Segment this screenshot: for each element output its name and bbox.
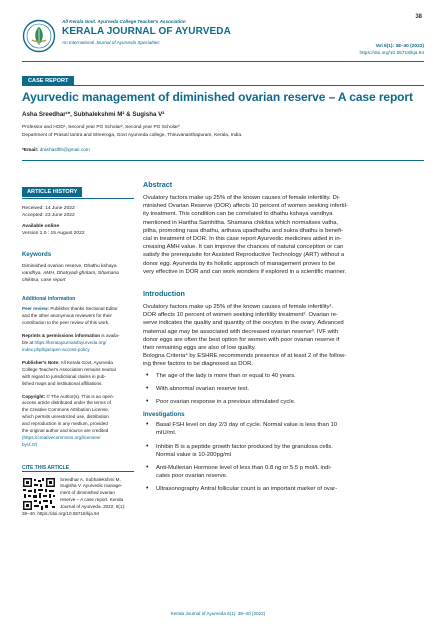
copyright-line-5: and reproduction in any medium, provided <box>22 421 108 427</box>
cite-line-3: ment of diminished ovarian <box>60 490 115 496</box>
available-online-version: Version 1.0 : 15 August 2022 <box>22 231 85 237</box>
article-type-tag: CASE REPORT <box>22 76 74 86</box>
journal-name: KERALA JOURNAL OF AYURVEDA <box>62 26 231 37</box>
investigation-item <box>143 464 424 480</box>
article-history-divider <box>22 198 134 199</box>
abstract-line: cial in treatment of DOR. In this case report Ayurvedic medicines aided in in- <box>143 236 342 243</box>
investigation-item-line: mIU/ml. <box>156 430 177 437</box>
author-roles: Professor and HOD¹, Second year PG Scholar², Second year PG Scholar² <box>22 125 180 130</box>
article-body <box>143 180 424 499</box>
introduction-line: serve indicates the quality and quantity of the oocytes in the ovary. Advanced <box>143 320 344 327</box>
peer-review-line-1 <box>22 306 134 313</box>
cite-divider <box>22 471 134 472</box>
investigation-item-line: • Basal FSH level on day 2/3 day of cycle. Normal value is less than 10 <box>156 422 338 429</box>
introduction-line: DOR affects 10 percent of women seeking infertility treatment². Ovarian re- <box>143 312 339 319</box>
investigation-item <box>143 485 424 493</box>
investigations-list <box>143 421 424 493</box>
abstract-line: creasing AMH value. It can improve the chances of natural conception or can <box>143 244 344 251</box>
abstract-line: minished Ovarian Reserve (DOR) affects 10 percent of women seeking infertil- <box>143 203 348 210</box>
copyright-label: Copyright: <box>22 393 46 399</box>
abstract-line: donor egg. Ayurveda by its holistic approach of management proves to be <box>143 260 336 267</box>
criteria-item: • The age of the lady is more than or equal to 40 years. <box>143 372 424 380</box>
abstract-line: very effective in DOR and can work wonders if explored in a scientific manner. <box>143 268 347 275</box>
cite-line-5: Journal of Ayurveda. 2022; 6(1): <box>60 504 126 510</box>
article-sidebar <box>22 180 134 518</box>
publisher-note-line-1 <box>22 360 134 367</box>
investigation-item-line: • Anti-Mullerian Hormone level of less than 0.8 ng or 5.5 p mol/L indi- <box>156 465 332 472</box>
investigation-item <box>143 443 424 459</box>
publisher-note-line-4: lished maps and institutional affiliations. <box>22 380 103 386</box>
reprints-ble-at: ble at <box>22 340 35 346</box>
accepted-date: Accepted: 23 June 2022 <box>22 212 75 218</box>
email-link[interactable]: drashaslfth@gmail.com <box>39 148 90 153</box>
publisher-note-line-2: College Teacher's Association remains neutral <box>22 366 116 372</box>
peer-review-line-3: contribution to the peer review of this work. <box>22 320 110 326</box>
introduction-line: ing three factors to be diagnosed as DOR. <box>143 361 254 368</box>
copyright-line-4: which permits unrestricted use, distribution <box>22 414 109 420</box>
available-online-label: Available online <box>22 223 60 229</box>
copyright-license-link[interactable]: (https://creativecommons.org/licenses/ <box>22 434 101 440</box>
cite-line-6: 38–40. https://doi.org/10.55718/kja.94 <box>22 511 100 517</box>
received-date: Received: 14 June 2022 <box>22 205 75 211</box>
introduction-line: Ovulatory factors make up 25% of the known causes of female infertility¹. <box>143 304 334 311</box>
copyright-line-1 <box>22 394 134 401</box>
investigation-item <box>143 421 424 437</box>
introduction-line: Bologna Criteria⁴ by ESHRE recommends presence of at least 2 of the follow- <box>143 353 347 360</box>
copyright-line-2: access article distributed under the terms of <box>22 400 111 406</box>
abstract-text <box>143 194 424 276</box>
journal-logo <box>22 19 56 53</box>
cite-heading: CITE THIS ARTICLE <box>22 464 70 471</box>
section-divider <box>22 160 424 161</box>
introduction-line: donor eggs are often the best option for women with poor ovarian reserve if <box>143 336 340 343</box>
abstract-line: mentioned in Haritha Samhitha. Shamana chikitsa which normalises vatha, <box>143 219 339 226</box>
article-type-divider <box>22 85 424 86</box>
volume-info: Vol 6(1): 38–40 (2022) <box>375 44 424 49</box>
keywords-line-1: Diminished ovarian reserve, Dhathu kshaya <box>22 264 117 270</box>
journal-organization: All Kerala Govt. Ayurveda College Teacher's Association <box>62 19 186 24</box>
additional-info-heading: Additional information <box>22 296 76 303</box>
keywords-line-2: vandhya, AMH, Dhatryadi ghritam, Shamana <box>22 271 119 277</box>
peer-review-label: Peer review: <box>22 306 50 312</box>
author-affiliation: Department of Prasuti tantra and Streeroga, Govt Ayurveda college, Thiruvananthapuram, Kerala, India. <box>22 133 243 138</box>
introduction-line: their remaining eggs are also of low quality. <box>143 345 256 352</box>
investigations-heading: Investigations <box>143 411 185 419</box>
page-number: 38 <box>415 14 422 20</box>
criteria-list <box>143 372 424 407</box>
reprints-link-1[interactable]: https://keralajournalofayurveda.org/ <box>34 340 107 346</box>
reprints-label: Reprints & permissions information <box>22 333 101 339</box>
publisher-note-label: Publisher's Note: <box>22 359 60 365</box>
cite-line-4: reserve – A case report. Kerala <box>60 497 124 503</box>
publisher-note-text: All Kerala Govt. Ayurveda <box>59 359 113 365</box>
header-divider <box>22 61 424 62</box>
qr-code-icon[interactable] <box>22 477 56 511</box>
abstract-line: pitha, promoting rasa dhathu, arthava upadhathu and sukra dhathu is benefi- <box>143 227 344 234</box>
keywords-line-3: chikitsa, case report <box>22 278 66 284</box>
criteria-item: • With abnormal ovarian reserve test. <box>143 385 424 393</box>
introduction-text <box>143 303 424 369</box>
cite-line-1: Sreedhar A, Subhalekshmi M, <box>60 476 121 482</box>
investigation-item-line: • Inhibin B is a peptide growth factor produced by the granulosa cells. <box>156 443 333 450</box>
reprints-text: is availa- <box>100 333 120 339</box>
reprints-line-1 <box>22 333 134 340</box>
keywords-heading: Keywords <box>22 251 52 259</box>
peer-review-line-2: and the other anonymous reviewers for their <box>22 313 112 319</box>
abstract-line: ity treatment. This condition can be correlated to dhathu kshaya vandhya <box>143 211 333 218</box>
doi-link[interactable]: https://doi.org/10.55718/kja.94 <box>359 51 424 56</box>
investigation-item-line: cates poor ovarian reserve. <box>156 473 228 480</box>
copyright-line-3: the Creative Commons Attribution License, <box>22 407 110 413</box>
reprints-link-2[interactable]: index.php/kja/open-access-policy <box>22 346 90 352</box>
reprints-line-2 <box>22 340 134 347</box>
cite-block <box>22 477 134 512</box>
copyright-text: © The Author(s). This is an open- <box>45 393 115 399</box>
article-title: Ayurvedic management of diminished ovarian reserve – A case report <box>22 90 413 104</box>
introduction-heading: Introduction <box>143 289 185 299</box>
abstract-line: Ovulatory factors make up 25% of the known causes of female infertility. Di- <box>143 195 340 201</box>
abstract-heading: Abstract <box>143 180 173 189</box>
copyright-license-link-end[interactable]: by/4.0/) <box>22 441 38 447</box>
email-label: *Email: <box>22 148 39 153</box>
article-history-heading: ARTICLE HISTORY <box>22 187 82 197</box>
peer-review-text: Publisher thanks Sectional Editor <box>49 306 118 312</box>
copyright-line-6: the original author and source are credited <box>22 428 109 434</box>
abstract-line: satisfy the prerequisite for Assisted Reproductive Technology (ART) without a <box>143 252 345 259</box>
qr-code-graphic <box>22 477 56 511</box>
investigation-item-line: Normal value is 10-200pg/ml <box>156 451 231 458</box>
investigation-item-line: • Ultrasonography Antral follicular count is an important marker of ovar- <box>156 486 338 493</box>
publisher-note-line-3: with regard to jurisdictional claims in pub- <box>22 373 106 379</box>
cite-text <box>60 477 125 512</box>
cite-line-2: Sugisha V. Ayurvedic manage- <box>60 483 123 489</box>
corresponding-email <box>22 148 90 153</box>
introduction-line: maternal age may be associated with decreased ovarian reserve³. IVF with <box>143 328 339 335</box>
journal-tagline: An International Journal of Ayurveda Specialties <box>62 40 160 45</box>
article-history-header <box>22 180 134 199</box>
article-authors: Asha Sreedhar¹*, Subhalekshmi M² & Sugisha V² <box>22 111 165 118</box>
criteria-item: • Poor ovarian response in a previous stimulated cycle. <box>143 398 424 406</box>
page-footer: Kerala Journal of Ayurveda 6(1): 38–40 (2022) <box>170 611 266 616</box>
